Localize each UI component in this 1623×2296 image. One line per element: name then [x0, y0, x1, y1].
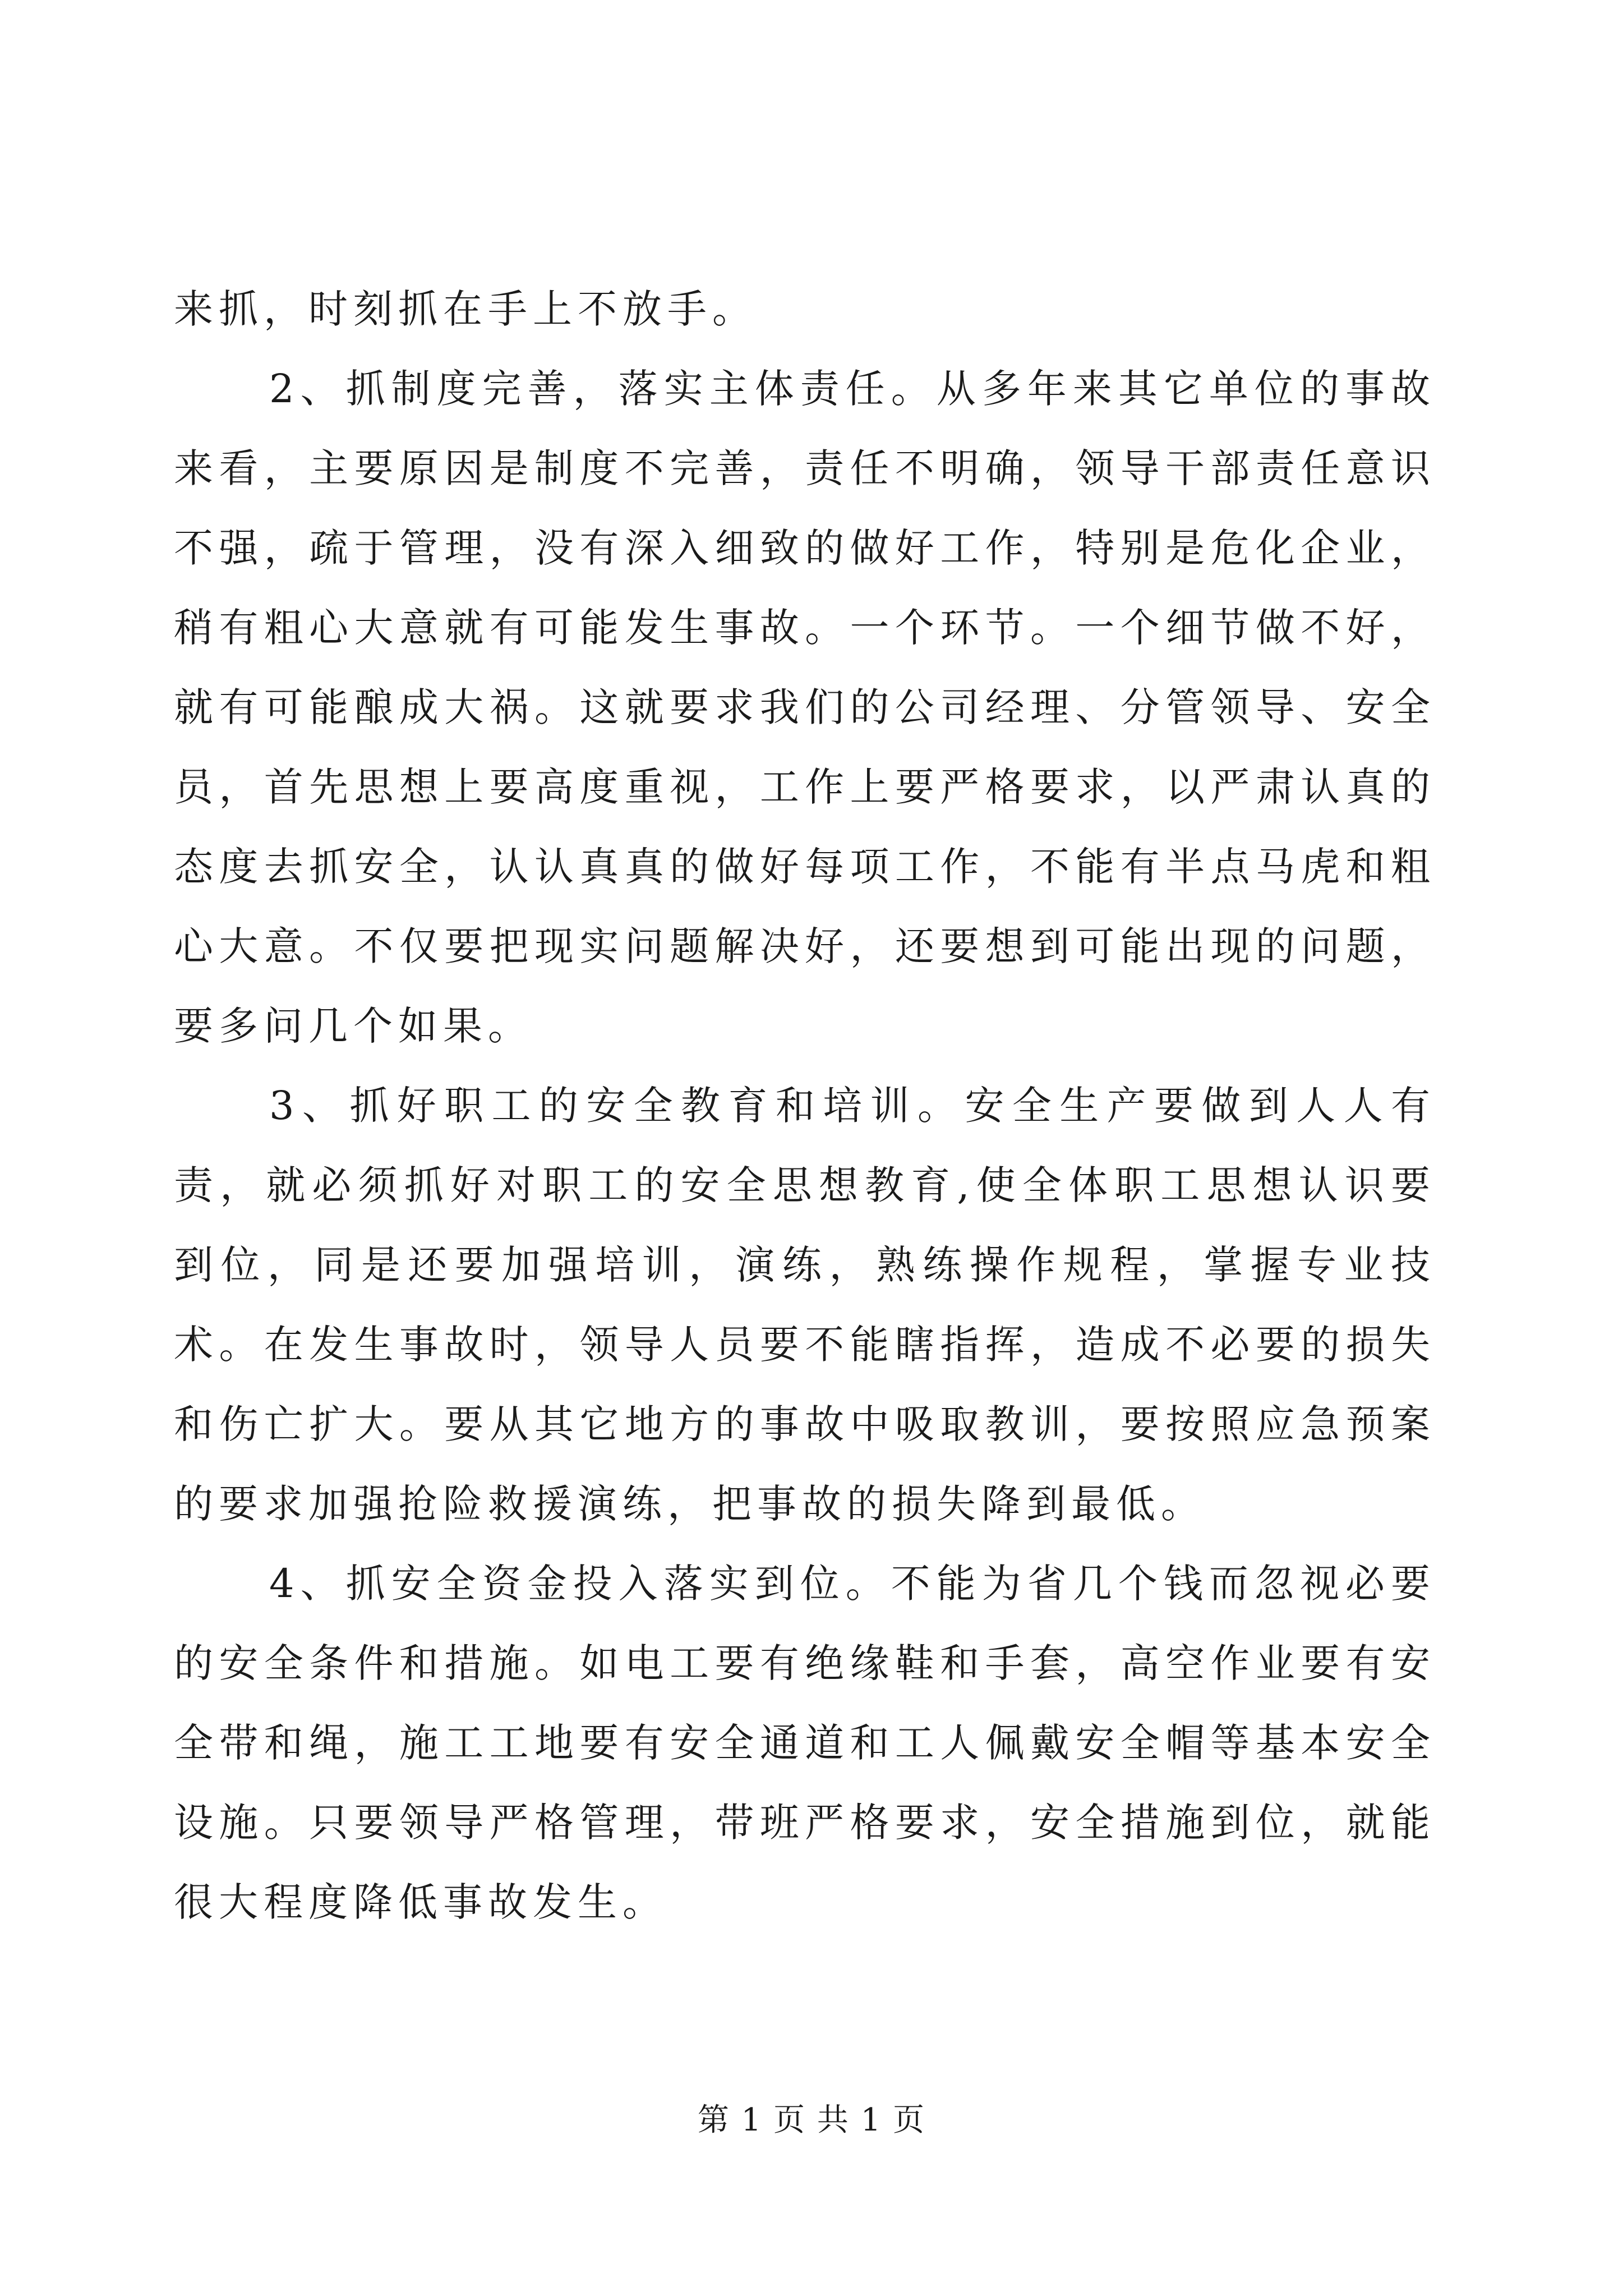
paragraph-item-3: 3、抓好职工的安全教育和培训。安全生产要做到人人有责，就必须抓好对职工的安全思想教育,使全体职工思想认识要到位，同是还要加强培训，演练，熟练操作规程，掌握专业技术。在发生事故时，领导人员要不能瞎指挥，造成不必要的损失和伤亡扩大。要从其它地方的事故中吸取教训，要按照应急预案的要求加强抢险救援演练，把事故的损失降到最低。 — [174, 1083, 1436, 1527]
page-footer: 第 1 页 共 1 页 — [697, 2102, 926, 2138]
paragraph-continuation: 来抓，时刻抓在手上不放手。 — [174, 286, 757, 332]
document-body — [174, 269, 1436, 1942]
paragraph-item-4: 4、抓安全资金投入落实到位。不能为省几个钱而忽视必要的安全条件和措施。如电工要有绝缘鞋和手套，高空作业要有安全带和绳，施工工地要有安全通道和工人佩戴安全帽等基本安全设施。只要领导严格管理，带班严格要求，安全措施到位，就能很大程度降低事故发生。 — [174, 1561, 1436, 1925]
paragraph-item-2: 2、抓制度完善，落实主体责任。从多年来其它单位的事故来看，主要原因是制度不完善，责任不明确，领导干部责任意识不强，疏于管理，没有深入细致的做好工作，特别是危化企业，稍有粗心大意就有可能发生事故。一个环节。一个细节做不好，就有可能酿成大祸。这就要求我们的公司经理、分管领导、安全员，首先思想上要高度重视，工作上要严格要求，以严肃认真的态度去抓安全，认认真真的做好每项工作，不能有半点马虎和粗心大意。不仅要把现实问题解决好，还要想到可能出现的问题，要多问几个如果。 — [174, 366, 1436, 1049]
